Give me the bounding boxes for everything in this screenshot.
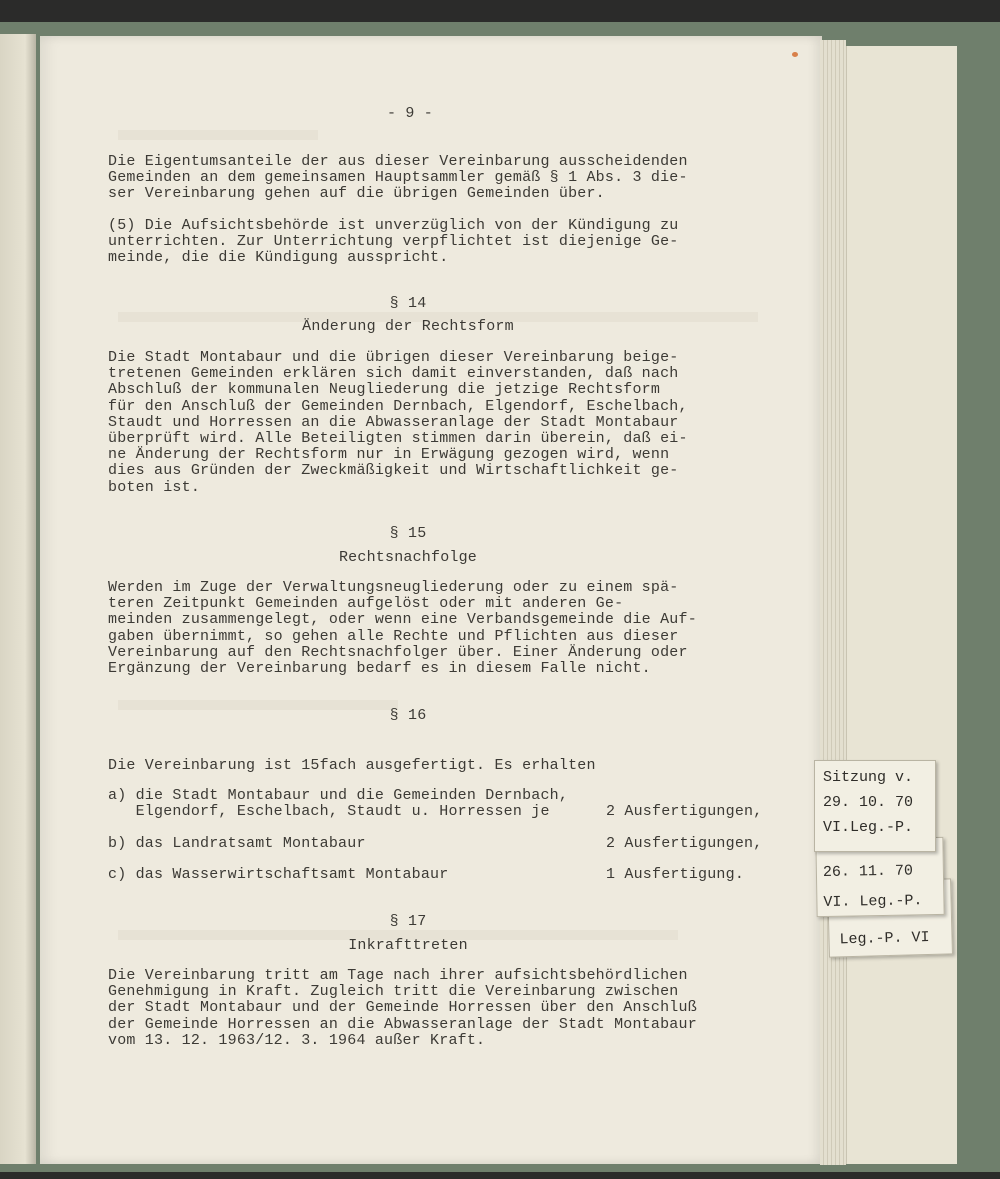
distribution-count-c: 1 Ausfertigung. bbox=[606, 866, 745, 883]
section-16-number: § 16 bbox=[389, 707, 427, 724]
section-14-number: § 14 bbox=[389, 295, 427, 312]
section-15-number: § 15 bbox=[389, 525, 427, 542]
distribution-count-b: 2 Ausfertigungen, bbox=[606, 835, 763, 852]
section-17-body: Die Vereinbarung tritt am Tage nach ihrer aufsichtsbehördlichen Genehmigung in Kraft. Zugleich tritt die Vereinbarung zwischen der Stadt Montabaur und der Gemeinde Horressen über den Anschluß der Gemeinde Horressen an die Abwasseranlage der Stadt Montabaur vom 13. 12. 1963/12. 3. 1964 außer Kraft. bbox=[108, 967, 697, 1049]
index-tab-1-label: Sitzung v. 29. 10. 70 VI.Leg.-P. bbox=[823, 769, 914, 836]
section-15-title: Rechtsnachfolge bbox=[338, 549, 478, 566]
paper-stain bbox=[792, 52, 798, 57]
section-14-body: Die Stadt Montabaur und die übrigen dieser Vereinbarung beige- tretenen Gemeinden erklären sich damit einverstanden, daß nach Abschluß der kommunalen Neugliederung die jetzige Rechtsform für den Anschluß der Gemeinden Dernbach, Elgendorf, Eschelbach, Staudt und Horressen an die Abwasseranlage der Stadt Montabaur überprüft wird. Alle Beteiligten stimmen darin überein, daß ei- ne Änderung der Rechtsform nur in Erwägung gezogen wird, wenn dies aus Gründen der Zweckmäßigkeit und Wirtschaftlichkeit ge- boten ist. bbox=[108, 349, 688, 496]
index-tab-3-label: Leg.-P. VI bbox=[839, 928, 930, 949]
distribution-item-b: b) das Landratsamt Montabaur bbox=[108, 835, 366, 852]
show-through-mark bbox=[118, 130, 318, 140]
section-17-number: § 17 bbox=[389, 913, 427, 930]
section-17-title: Inkrafttreten bbox=[348, 937, 468, 954]
index-tab-2-label: 26. 11. 70 VI. Leg.-P. bbox=[822, 862, 923, 911]
section-15-body: Werden im Zuge der Verwaltungsneugliederung oder zu einem spä- teren Zeitpunkt Gemeinden aufgelöst oder mit anderen Ge- meinden zusammengelegt, oder wenn eine Verbandsgemeinde die Auf- gaben übernimmt, so gehen alle Rechte und Pflichten aus dieser Vereinbarung auf den Rechtsnachfolger über. Einer Änderung oder Ergänzung der Vereinbarung bedarf es in diesem Falle nicht. bbox=[108, 579, 697, 678]
page-stack-edges bbox=[820, 40, 846, 1165]
distribution-item-a: a) die Stadt Montabaur und die Gemeinden Dernbach, Elgendorf, Eschelbach, Staudt u. Horressen je bbox=[108, 787, 569, 821]
index-tab-1[interactable] bbox=[814, 760, 936, 852]
distribution-item-c: c) das Wasserwirtschaftsamt Montabaur bbox=[108, 866, 449, 883]
paragraph-intro: Die Eigentumsanteile der aus dieser Vereinbarung ausscheidenden Gemeinden an dem gemeinsamen Hauptsammler gemäß § 1 Abs. 3 die- ser Vereinbarung gehen auf die übrigen Gemeinden über. bbox=[108, 153, 688, 203]
section-16-intro: Die Vereinbarung ist 15fach ausgefertigt. Es erhalten bbox=[108, 757, 596, 774]
section-14-title: Änderung der Rechtsform bbox=[302, 318, 514, 335]
page-number: - 9 - bbox=[386, 105, 433, 122]
left-page-edge bbox=[0, 34, 36, 1164]
distribution-count-a: 2 Ausfertigungen, bbox=[606, 803, 763, 820]
back-page bbox=[846, 46, 957, 1164]
paragraph-5: (5) Die Aufsichtsbehörde ist unverzüglich von der Kündigung zu unterrichten. Zur Unterrichtung verpflichtet ist diejenige Ge- meinde, die die Kündigung ausspricht. bbox=[108, 217, 679, 267]
